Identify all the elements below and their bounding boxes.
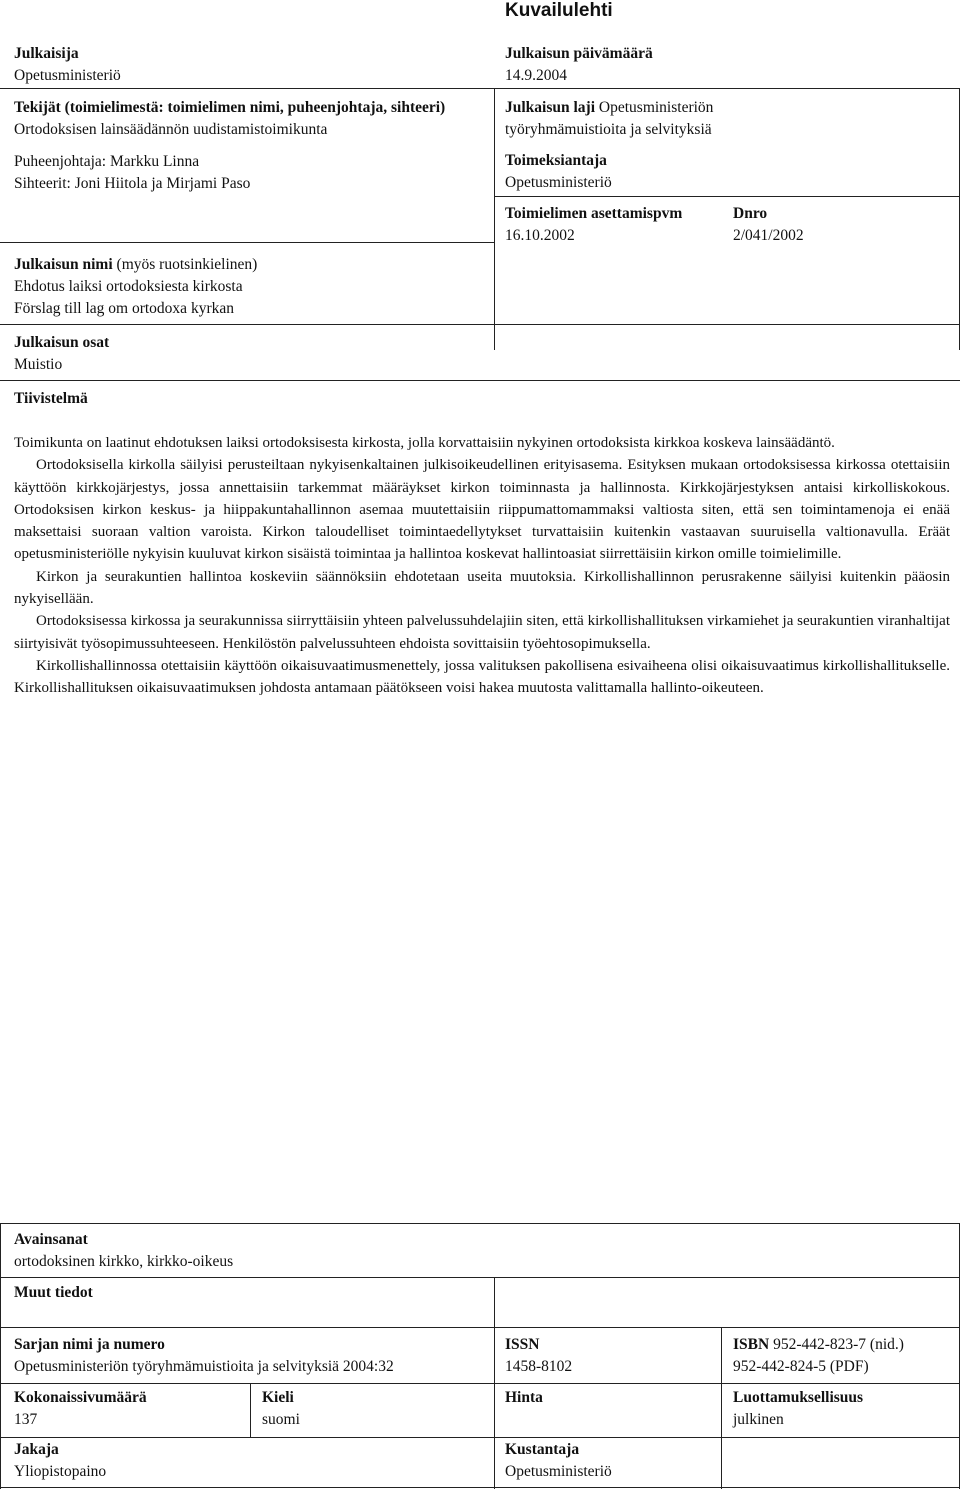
price-label: Hinta: [505, 1389, 543, 1406]
pub-name-label: Julkaisun nimi: [14, 256, 113, 273]
rule-right-mid: [494, 196, 960, 197]
pub-name-label-suffix: (myös ruotsinkielinen): [116, 256, 258, 273]
rule-pages-language: [250, 1383, 251, 1437]
rule-top: [0, 88, 960, 89]
rule-left-mid: [0, 242, 494, 243]
isbn-line: [733, 1334, 904, 1356]
issn-label: ISSN: [505, 1336, 540, 1353]
rule-bottom-1: [0, 1223, 960, 1224]
pub-type-value-1: Opetusministeriön: [598, 99, 714, 116]
summary-paragraph: Ortodoksisessa kirkossa ja seurakunnissa siirryttäisiin yhteen palvelussuhdelajiin siten, että kirkollishallituksen virkamiehet ja seurakuntien viranhaltijat siirtyisivät työsopimussuhteeseen. Henkilöstön palvelussuhteen ehdoista sovittaisiin työehtosopimuksella.: [14, 613, 950, 652]
keywords-label: Avainsanat: [14, 1231, 88, 1248]
series-label: Sarjan nimi ja numero: [14, 1336, 165, 1353]
pub-type-value-2: työryhmämuistioita ja selvityksiä: [505, 121, 712, 138]
page-title: Kuvailulehti: [505, 0, 613, 21]
isbn-value-1: 952-442-823-7 (nid.): [773, 1336, 904, 1353]
series-value: Opetusministeriön työryhmämuistioita ja selvityksiä 2004:32: [14, 1358, 394, 1375]
authors-body: Ortodoksisen lainsäädännön uudistamistoimikunta: [14, 121, 328, 138]
summary-label: Tiivistelmä: [14, 390, 88, 407]
publisher-value: Opetusministeriö: [14, 67, 121, 84]
distribution-label: Jakaja: [14, 1441, 59, 1458]
summary-paragraph: Toimikunta on laatinut ehdotuksen laiksi ortodoksisesta kirkosta, jolla korvattaisiin nykyinen ortodoksista kirkkoa koskeva lainsäädäntö.: [14, 435, 835, 451]
rule-vertical-top: [494, 88, 495, 350]
commissioner-value: Opetusministeriö: [505, 174, 612, 191]
rule-col-2: [494, 1327, 495, 1489]
summary-paragraph: Ortodoksisella kirkolla säilyisi perusteiltaan nykyisenkaltainen julkisoikeudellinen erityisasema. Esityksen mukaan ortodoksisessa kirkossa otettaisiin käyttöön kirkkojärjestys, jossa annettaisiin tarkemmat määräykset kirkon toiminnasta ja hallinnosta. Kirkkojärjestyksen antaisi kirkolliskokous. Ortodoksisen kirkon keskus- ja hiippakuntahallinnon asemaa muutettaisiin riippumattomammaksi valtiosta siten, että sen toimintamenoja ei enää maksettaisi suoraan valtion varoista. Kirkon taloudelliset toimintaedellytykset turvattaisiin kuitenkin vastaavan suuruisella valtionavulla. Eräät opetusministeriölle nykyisin kuuluvat kirkon sisäistä toimintaa ja hallintoa koskevat hallintoasiat siirrettäisiin kirkon omille toimielimille.: [14, 457, 950, 563]
summary-paragraph: Kirkollishallinnossa otettaisiin käyttöön oikaisuvaatimusmenettely, jossa valituksen pakollisena esivaiheena olisi oikaisuvaatimus kirkollishallitukselle. Kirkollishallituksen oikaisuvaatimuksen johdosta antamaan päätökseen voisi hakea muutosta valittamalla hallinto-oikeuteen.: [14, 657, 950, 697]
pub-type-label: Julkaisun laji: [505, 99, 596, 116]
authors-chair: Puheenjohtaja: Markku Linna: [14, 153, 200, 170]
publisher-label: Julkaisija: [14, 45, 79, 62]
keywords-value: ortodoksinen kirkko, kirkko-oikeus: [14, 1253, 234, 1270]
rule-bottom-6: [0, 1487, 960, 1488]
pages-label: Kokonaissivumäärä: [14, 1389, 147, 1406]
rule-col-3: [721, 1327, 722, 1489]
appointment-value: 16.10.2002: [505, 227, 575, 244]
summary-paragraph: Kirkon ja seurakuntien hallintoa koskeviin säännöksiin ehdotetaan useita muutoksia. Kirkollishallinnon perusrakenne säilyisi kuitenkin pääosin nykyisellään.: [14, 568, 950, 608]
dnro-value: 2/041/2002: [733, 227, 804, 244]
pub-date-value: 14.9.2004: [505, 67, 567, 84]
publisher-house-value: Opetusministeriö: [505, 1463, 612, 1480]
parts-value: Muistio: [14, 356, 63, 373]
appointment-label: Toimielimen asettamispvm: [505, 205, 683, 222]
rule-left-edge: [0, 1223, 1, 1489]
confidentiality-label: Luottamuksellisuus: [733, 1389, 864, 1406]
rule-full-2: [0, 380, 960, 381]
pages-value: 137: [14, 1411, 38, 1428]
isbn-value-2: 952-442-824-5 (PDF): [733, 1358, 869, 1375]
rule-bottom-4: [0, 1383, 960, 1384]
pub-type: [505, 97, 945, 119]
summary-body: [14, 432, 950, 700]
authors-label-line: [14, 97, 484, 119]
issn-value: 1458-8102: [505, 1358, 573, 1375]
confidentiality-value: julkinen: [733, 1411, 784, 1428]
dnro-label: Dnro: [733, 205, 768, 222]
pub-name-fi: Ehdotus laiksi ortodoksiesta kirkosta: [14, 278, 243, 295]
parts-label: Julkaisun osat: [14, 334, 110, 351]
rule-bottom-5: [0, 1437, 960, 1438]
rule-bottom-3: [0, 1327, 960, 1328]
rule-full-1: [0, 324, 960, 325]
other-info-label: Muut tiedot: [14, 1284, 93, 1301]
authors-secretaries: Sihteerit: Joni Hiitola ja Mirjami Paso: [14, 175, 251, 192]
rule-bottom-2: [0, 1277, 960, 1278]
commissioner-label: Toimeksiantaja: [505, 152, 607, 169]
isbn-label: ISBN: [733, 1336, 770, 1353]
language-label: Kieli: [262, 1389, 294, 1406]
language-value: suomi: [262, 1411, 300, 1428]
distribution-value: Yliopistopaino: [14, 1463, 107, 1480]
rule-other-info: [494, 1277, 495, 1327]
publisher-house-label: Kustantaja: [505, 1441, 580, 1458]
pub-date-label: Julkaisun päivämäärä: [505, 45, 653, 62]
authors-label: Tekijät (toimielimestä: toimielimen nimi, puheenjohtaja, sihteeri): [14, 99, 446, 116]
pub-name-sv: Förslag till lag om ortodoxa kyrkan: [14, 300, 234, 317]
pub-name-label-line: [14, 254, 484, 276]
